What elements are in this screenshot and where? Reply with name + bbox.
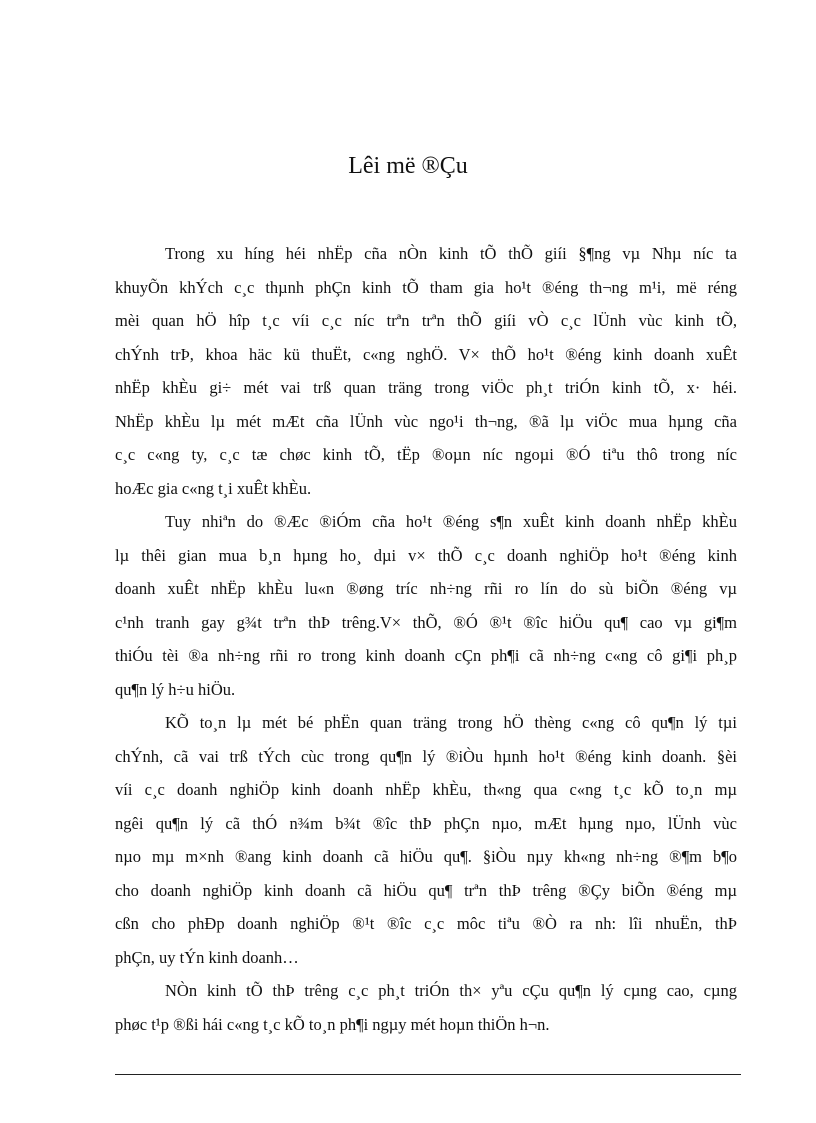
text-line: Tuy nhiªn do ®Æc ®iÓm cña ho¹t ®éng s¶n xuÊt kinh doanh nhËp khÈu	[165, 512, 737, 531]
text-line: hoÆc gia c«ng t¸i xuÊt khÈu.	[115, 478, 312, 498]
text-line: c¸c c«ng ty, c¸c tæ chøc kinh tÕ, tËp ®oµn níc ngoµi ®Ó tiªu thô trong níc	[115, 445, 737, 464]
text-line: cho doanh nghiÖp kinh doanh cã hiÖu qu¶ trªn thÞ trêng ®Çy biÕn ®éng mµ	[115, 880, 737, 900]
text-line: doanh xuÊt nhËp khÈu lu«n ®øng tríc nh÷ng rñi ro lín do sù biÕn ®éng vµ	[115, 579, 737, 598]
text-line: KÕ to¸n lµ mét bé phËn quan träng trong hÖ thèng c«ng cô qu¶n lý tµi	[165, 713, 737, 732]
text-line: thiÓu tèi ®a nh÷ng rñi ro trong kinh doanh cÇn ph¶i cã nh÷ng c«ng cô gi¶i ph¸p	[115, 646, 737, 665]
page-title: Lêi më ®Çu	[348, 153, 468, 179]
footer-rule	[115, 1074, 741, 1075]
paragraph	[115, 706, 737, 974]
text-line: phÇn, uy tÝn kinh doanh…	[115, 947, 299, 967]
text-line: nhËp khÈu gi÷ mét vai trß quan träng trong viÖc ph¸t triÓn kinh tÕ, x· héi.	[115, 378, 737, 397]
paragraph	[115, 974, 737, 1041]
paragraph	[115, 505, 737, 706]
text-line: NÒn kinh tÕ thÞ trêng c¸c ph¸t triÓn th× yªu cÇu qu¶n lý cµng cao, cµng	[165, 981, 737, 1000]
text-line: c¹nh tranh gay g¾t trªn thÞ trêng.V× thÕ, ®Ó ®¹t ®îc hiÖu qu¶ cao vµ gi¶m	[115, 612, 737, 632]
text-line: mèi quan hÖ hîp t¸c víi c¸c níc trªn trªn thÕ giíi vÒ c¸c lÜnh vùc kinh tÕ,	[115, 311, 737, 330]
text-line: qu¶n lý h÷u hiÖu.	[115, 679, 236, 699]
text-line: chÝnh, cã vai trß tÝch cùc trong qu¶n lý ®iÒu hµnh ho¹t ®éng kinh doanh. §èi	[115, 746, 737, 766]
text-line: cßn cho phÐp doanh nghiÖp ®¹t ®îc c¸c môc tiªu ®Ò ra nh: lîi nhuËn, thÞ	[115, 914, 737, 933]
text-line: chÝnh trÞ, khoa häc kü thuËt, c«ng nghÖ. V× thÕ ho¹t ®éng kinh doanh xuÊt	[115, 344, 737, 364]
paragraph	[115, 237, 737, 505]
text-line: víi c¸c doanh nghiÖp kinh doanh nhËp khÈu, th«ng qua c«ng t¸c kÕ to¸n mµ	[115, 780, 737, 799]
text-line: Trong xu híng héi nhËp cña nÒn kinh tÕ thÕ giíi §¶ng vµ Nhµ níc ta	[165, 244, 737, 263]
text-line: nµo mµ m×nh ®ang kinh doanh cã hiÖu qu¶. §iÒu nµy kh«ng nh÷ng ®¶m b¶o	[115, 847, 737, 866]
text-line: khuyÕn khÝch c¸c thµnh phÇn kinh tÕ tham gia ho¹t ®éng th¬ng m¹i, më réng	[115, 277, 737, 297]
text-line: NhËp khÈu lµ mét mÆt cña lÜnh vùc ngo¹i th¬ng, ®ã lµ viÖc mua hµng cña	[115, 411, 737, 431]
text-line: ngêi qu¶n lý cã thÓ n¾m b¾t ®îc thÞ phÇn nµo, mÆt hµng nµo, lÜnh vùc	[115, 813, 737, 833]
document-body	[115, 237, 737, 1041]
text-line: phøc t¹p ®ßi hái c«ng t¸c kÕ to¸n ph¶i ngµy mét hoµn thiÖn h¬n.	[115, 1014, 550, 1034]
text-line: lµ thêi gian mua b¸n hµng ho¸ dµi v× thÕ c¸c doanh nghiÖp ho¹t ®éng kinh	[115, 545, 737, 565]
